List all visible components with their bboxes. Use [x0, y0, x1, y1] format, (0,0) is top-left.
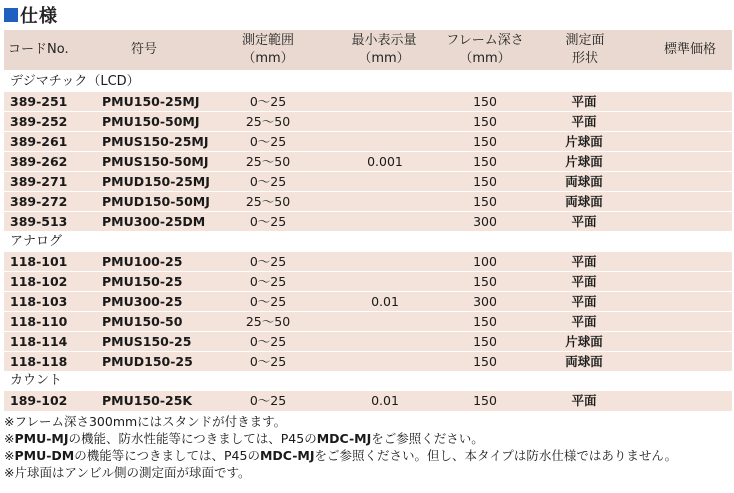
table-row — [4, 92, 732, 112]
group-label-digimatic — [4, 72, 732, 92]
header-range-line2: （mm） — [242, 51, 294, 66]
cell-range: 25～50 — [245, 154, 291, 169]
cell-code: 389-272 — [10, 194, 68, 209]
group-resolution: 0.01 — [371, 393, 399, 408]
group-name: アナログ — [10, 234, 63, 249]
table-row — [4, 112, 732, 132]
cell-depth: 150 — [473, 274, 497, 289]
cell-range: 0～25 — [249, 354, 287, 369]
cell-face: 両球面 — [565, 174, 603, 189]
table-row — [4, 272, 732, 292]
table-row — [4, 172, 732, 192]
cell-range: 0～25 — [249, 294, 287, 309]
cell-code: 389-262 — [10, 154, 68, 169]
cell-depth: 300 — [473, 214, 497, 229]
header-resolution-line2: （mm） — [358, 51, 410, 66]
note-ref-model: MDC-MJ — [259, 448, 315, 463]
header-code: コードNo. — [8, 42, 69, 57]
cell-symbol: PMU150-50MJ — [102, 114, 200, 129]
footnote-4: ※片球面はアンビル側の測定面が球面です。 — [4, 465, 251, 480]
cell-face: 平面 — [571, 314, 597, 329]
cell-range: 0～25 — [249, 214, 287, 229]
cell-depth: 150 — [473, 134, 497, 149]
cell-code: 389-513 — [10, 214, 68, 229]
cell-symbol: PMU300-25 — [102, 294, 183, 309]
cell-range: 25～50 — [245, 194, 291, 209]
cell-face: 平面 — [571, 274, 597, 289]
footnotes — [4, 413, 732, 481]
cell-range: 0～25 — [249, 393, 287, 408]
cell-symbol: PMU150-50 — [102, 314, 183, 329]
cell-depth: 100 — [473, 254, 497, 269]
cell-depth: 150 — [473, 154, 497, 169]
cell-face: 平面 — [571, 294, 597, 309]
header-depth-line2: （mm） — [459, 51, 511, 66]
cell-symbol: PMU150-25 — [102, 274, 183, 289]
cell-depth: 150 — [473, 114, 497, 129]
cell-face: 平面 — [571, 114, 597, 129]
table-row — [4, 252, 732, 272]
cell-code: 118-110 — [10, 314, 68, 329]
cell-code: 118-114 — [10, 334, 68, 349]
cell-code: 118-118 — [10, 354, 68, 369]
footnote-3 — [4, 447, 732, 464]
cell-face: 両球面 — [565, 194, 603, 209]
section-title — [4, 4, 58, 26]
cell-face: 片球面 — [565, 134, 603, 149]
note-model: PMU-DM — [14, 448, 75, 463]
group-name: カウント — [10, 373, 63, 388]
title-square-icon — [4, 8, 18, 22]
cell-symbol: PMU150-25MJ — [102, 94, 200, 109]
table-header — [4, 30, 732, 70]
cell-code: 189-102 — [10, 393, 68, 408]
header-face-line1: 測定面 — [565, 33, 605, 48]
cell-symbol: PMU300-25DM — [102, 214, 206, 229]
group-resolution: 0.001 — [367, 154, 403, 169]
cell-symbol: PMUD150-25MJ — [102, 174, 210, 189]
cell-code: 389-251 — [10, 94, 68, 109]
cell-depth: 150 — [473, 94, 497, 109]
header-resolution-line1: 最小表示量 — [351, 33, 417, 48]
cell-face: 平面 — [571, 94, 597, 109]
header-face — [550, 32, 620, 68]
cell-depth: 150 — [473, 174, 497, 189]
cell-face: 片球面 — [565, 154, 603, 169]
cell-depth: 150 — [473, 354, 497, 369]
note-text: の機能等につきましては、P45の — [74, 448, 260, 463]
footnote-1: ※フレーム深さ300mmにはスタンドが付きます。 — [4, 414, 287, 429]
table-row — [4, 332, 732, 352]
cell-face: 片球面 — [565, 334, 603, 349]
cell-range: 0～25 — [249, 254, 287, 269]
table-row — [4, 352, 732, 372]
cell-depth: 150 — [473, 393, 497, 408]
header-depth — [440, 32, 530, 68]
section-title-text: 仕様 — [20, 6, 58, 27]
cell-code: 389-271 — [10, 174, 68, 189]
cell-code: 118-103 — [10, 294, 68, 309]
cell-code: 389-252 — [10, 114, 68, 129]
table-row — [4, 192, 732, 212]
cell-range: 0～25 — [249, 174, 287, 189]
note-ref-model: MDC-MJ — [316, 431, 372, 446]
table-row — [4, 132, 732, 152]
cell-symbol: PMUD150-25 — [102, 354, 193, 369]
cell-symbol: PMU150-25K — [102, 393, 193, 408]
note-model: PMU-MJ — [14, 431, 69, 446]
cell-face: 両球面 — [565, 354, 603, 369]
cell-range: 25～50 — [245, 314, 291, 329]
cell-code: 118-101 — [10, 254, 68, 269]
cell-depth: 150 — [473, 314, 497, 329]
note-text: の機能、防水性能等につきましては、P45の — [68, 431, 317, 446]
note-text: をご参照ください。但し、本タイプは防水仕様ではありません。 — [314, 448, 678, 463]
table-row — [4, 212, 732, 232]
group-name: デジマチック（LCD） — [10, 74, 140, 89]
cell-face: 平面 — [571, 393, 597, 408]
cell-range: 0～25 — [249, 274, 287, 289]
cell-face: 平面 — [571, 214, 597, 229]
cell-range: 0～25 — [249, 94, 287, 109]
cell-face: 平面 — [571, 254, 597, 269]
table-row — [4, 312, 732, 332]
header-symbol: 符号 — [130, 42, 157, 57]
group-label-count — [4, 371, 732, 391]
cell-symbol: PMUS150-25MJ — [102, 134, 209, 149]
note-mark: ※ — [4, 448, 15, 463]
header-price: 標準価格 — [663, 42, 716, 57]
note-text: をご参照ください。 — [371, 431, 484, 446]
note-mark: ※ — [4, 431, 15, 446]
header-resolution — [334, 32, 434, 68]
cell-symbol: PMUS150-25 — [102, 334, 192, 349]
cell-depth: 150 — [473, 194, 497, 209]
footnote-2 — [4, 430, 732, 447]
cell-range: 0～25 — [249, 134, 287, 149]
header-depth-line1: フレーム深さ — [446, 33, 524, 48]
cell-range: 25～50 — [245, 114, 291, 129]
cell-depth: 300 — [473, 294, 497, 309]
cell-symbol: PMU100-25 — [102, 254, 183, 269]
header-range-line1: 測定範囲 — [241, 33, 294, 48]
cell-depth: 150 — [473, 334, 497, 349]
cell-symbol: PMUS150-50MJ — [102, 154, 209, 169]
header-range — [228, 32, 308, 68]
cell-range: 0～25 — [249, 334, 287, 349]
group-label-analog — [4, 232, 732, 252]
header-face-line2: 形状 — [571, 51, 598, 66]
cell-code: 118-102 — [10, 274, 68, 289]
group-resolution: 0.01 — [371, 294, 399, 309]
cell-code: 389-261 — [10, 134, 68, 149]
cell-symbol: PMUD150-50MJ — [102, 194, 210, 209]
